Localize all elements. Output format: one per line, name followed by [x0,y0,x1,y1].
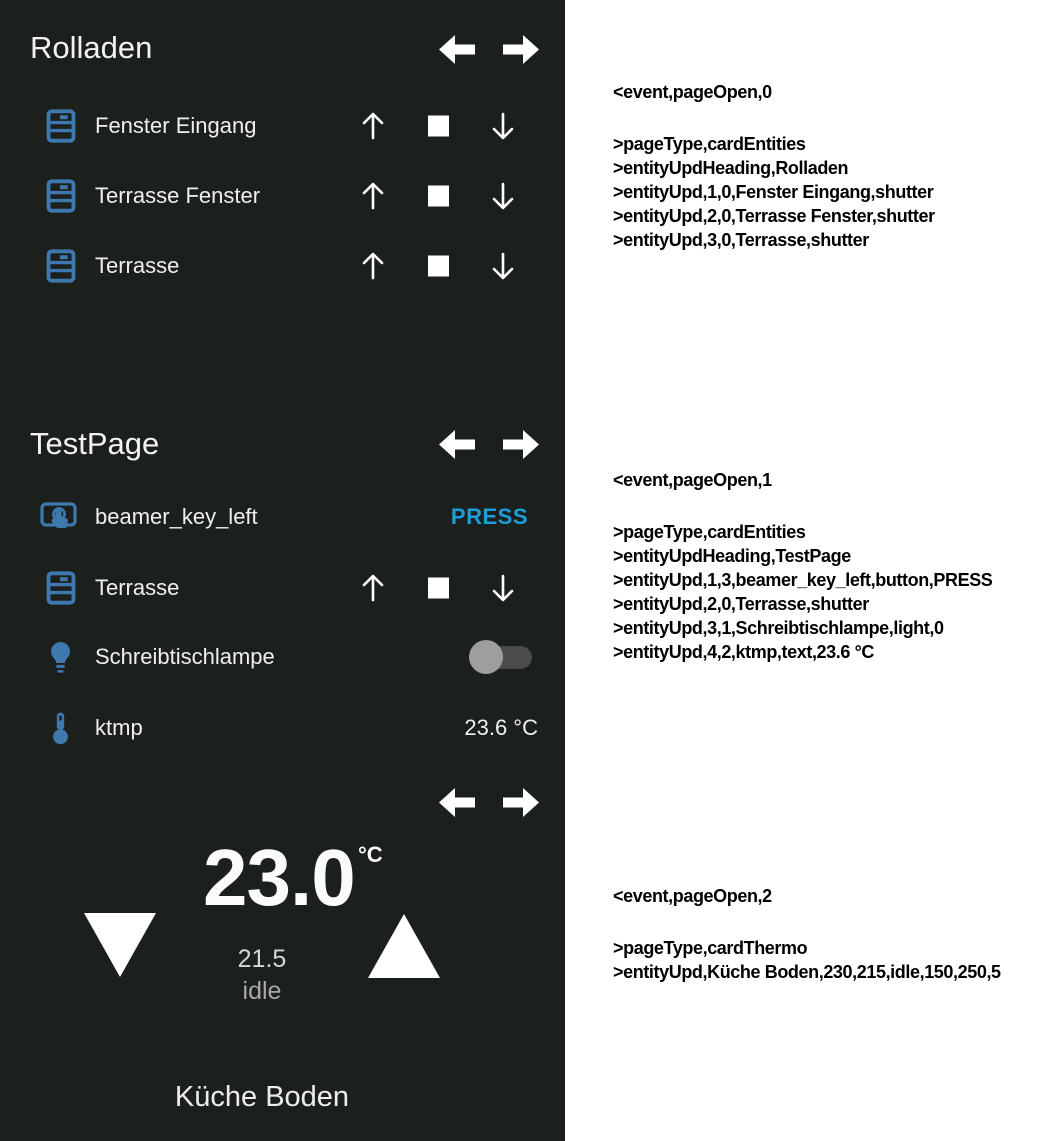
protocol-line: <event,pageOpen,1 [613,470,772,490]
entity-row [0,707,565,749]
entity-row [0,567,565,609]
shutter-down-button[interactable] [489,572,517,604]
protocol-block [613,468,1043,664]
entities-card-rolladen [0,0,565,395]
entity-label: ktmp [95,715,143,740]
arrow-right-icon[interactable] [502,787,540,818]
current-temperature: 23.0 [203,833,355,922]
card-heading: Rolladen [30,30,153,65]
protocol-block [613,80,1043,252]
shutter-up-button[interactable] [359,110,387,142]
shutter-icon [46,571,76,605]
shutter-up-button[interactable] [359,180,387,212]
toggle-knob [469,640,503,674]
toggle-switch[interactable] [469,639,535,675]
arrow-left-icon[interactable] [438,787,476,818]
protocol-blank-line [613,104,1043,132]
protocol-line: >entityUpd,1,3,beamer_key_left,button,PRESS [613,570,993,590]
press-button[interactable]: PRESS [450,504,528,529]
protocol-line: >pageType,cardEntities [613,522,806,542]
entity-label: Fenster Eingang [95,113,257,138]
protocol-line: >entityUpd,1,0,Fenster Eingang,shutter [613,182,934,202]
entity-label: beamer_key_left [95,504,258,529]
shutter-icon [46,109,76,143]
protocol-line: <event,pageOpen,2 [613,886,772,906]
entity-row [0,245,565,287]
entity-label: Terrasse [95,253,180,278]
protocol-panel [565,0,1045,1141]
protocol-blank-line [613,908,1043,936]
shutter-stop-button[interactable] [428,578,449,599]
gesture-tap-button-icon [40,500,78,534]
entity-row [0,105,565,147]
protocol-line: >pageType,cardEntities [613,134,806,154]
shutter-up-button[interactable] [359,572,387,604]
protocol-block [613,884,1043,984]
arrow-left-icon[interactable] [438,34,476,65]
arrow-left-icon[interactable] [438,429,476,460]
thermostat-title: Küche Boden [174,1081,350,1113]
entity-row [0,175,565,217]
entity-row [0,636,565,678]
shutter-up-button[interactable] [359,250,387,282]
protocol-line: >entityUpd,2,0,Terrasse,shutter [613,594,869,614]
temperature-unit: °C [358,842,383,867]
thermostat-state: idle [242,977,282,1005]
protocol-line: >entityUpd,3,0,Terrasse,shutter [613,230,869,250]
entity-value-text: 23.6 °C [464,715,538,740]
protocol-line: >entityUpd,Küche Boden,230,215,idle,150,250,5 [613,962,1001,982]
protocol-blank-line [613,492,1043,520]
entities-card-testpage [0,395,565,760]
card-heading: TestPage [30,426,160,461]
protocol-line: >entityUpd,2,0,Terrasse Fenster,shutter [613,206,935,226]
entity-row [0,496,565,538]
entity-label: Terrasse Fenster [95,183,261,208]
shutter-down-button[interactable] [489,250,517,282]
protocol-line: >entityUpd,3,1,Schreibtischlampe,light,0 [613,618,944,638]
arrow-right-icon[interactable] [502,429,540,460]
protocol-line: >pageType,cardThermo [613,938,808,958]
shutter-icon [46,249,76,283]
thermometer-icon [50,711,71,746]
lightbulb-icon [47,641,74,674]
shutter-down-button[interactable] [489,110,517,142]
entity-label: Schreibtischlampe [95,644,275,669]
shutter-down-button[interactable] [489,180,517,212]
target-temperature: 21.5 [237,945,287,973]
shutter-stop-button[interactable] [428,256,449,277]
arrow-right-icon[interactable] [502,34,540,65]
protocol-line: >entityUpdHeading,Rolladen [613,158,849,178]
shutter-stop-button[interactable] [428,186,449,207]
entity-label: Terrasse [95,575,180,600]
protocol-line: <event,pageOpen,0 [613,82,772,102]
shutter-icon [46,179,76,213]
protocol-line: >entityUpdHeading,TestPage [613,546,851,566]
protocol-line: >entityUpd,4,2,ktmp,text,23.6 °C [613,642,874,662]
shutter-stop-button[interactable] [428,116,449,137]
